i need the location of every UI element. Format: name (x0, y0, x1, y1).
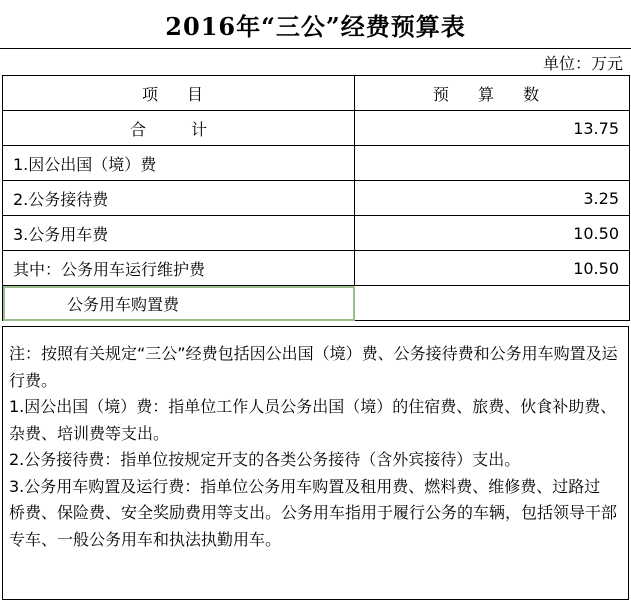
table-row (3, 111, 630, 146)
budget-table (2, 75, 630, 321)
row-label-cell[interactable]: 合 计 (3, 111, 355, 146)
table-header-row (3, 76, 630, 111)
title-divider (0, 48, 631, 49)
page-title: 2016年“三公”经费预算表 (165, 11, 466, 41)
note-paragraph: 3.公务用车购置及运行费：指单位公务用车购置及租用费、燃料费、维修费、过路过 桥费、保险费、安全奖励费用等支出。公务用车指用于履行公务的车辆，包括领导干部专车、一般公务用车和执法执勤用车。 (9, 476, 618, 549)
row-value-cell[interactable]: 10.50 (355, 251, 630, 286)
note-paragraph: 2.公务接待费：指单位按规定开支的各类公务接待（含外宾接待）支出。 (9, 450, 521, 469)
row-value-cell[interactable]: 3.25 (355, 181, 630, 216)
row-value-cell[interactable]: 10.50 (355, 216, 630, 251)
row-value-cell[interactable] (355, 286, 630, 321)
row-label-cell[interactable]: 3.公务用车费 (3, 216, 355, 251)
table-row (3, 146, 630, 181)
table-row (3, 251, 630, 286)
header-item-cell[interactable]: 项 目 (3, 76, 355, 111)
table-row (3, 181, 630, 216)
header-amount-cell[interactable]: 预 算 数 (355, 76, 630, 111)
unit-label: 单位：万元 (542, 53, 623, 73)
note-paragraph: 1.因公出国（境）费：指单位工作人员公务出国（境）的住宿费、旅费、伙食补助费、杂费、培训费等支出。 (9, 397, 617, 443)
row-label-cell-selected[interactable]: 公务用车购置费 (3, 286, 355, 321)
row-value-cell[interactable] (355, 146, 630, 181)
row-label-cell[interactable]: 其中：公务用车运行维护费 (3, 251, 355, 286)
row-label-cell[interactable]: 2.公务接待费 (3, 181, 355, 216)
row-value-cell[interactable]: 13.75 (355, 111, 630, 146)
table-row (3, 286, 630, 321)
table-row (3, 216, 630, 251)
note-paragraph: 注：按照有关规定“三公”经费包括因公出国（境）费、公务接待费和公务用车购置及运行费。 (9, 344, 618, 390)
notes-cell[interactable] (2, 326, 629, 600)
row-label-cell[interactable]: 1.因公出国（境）费 (3, 146, 355, 181)
